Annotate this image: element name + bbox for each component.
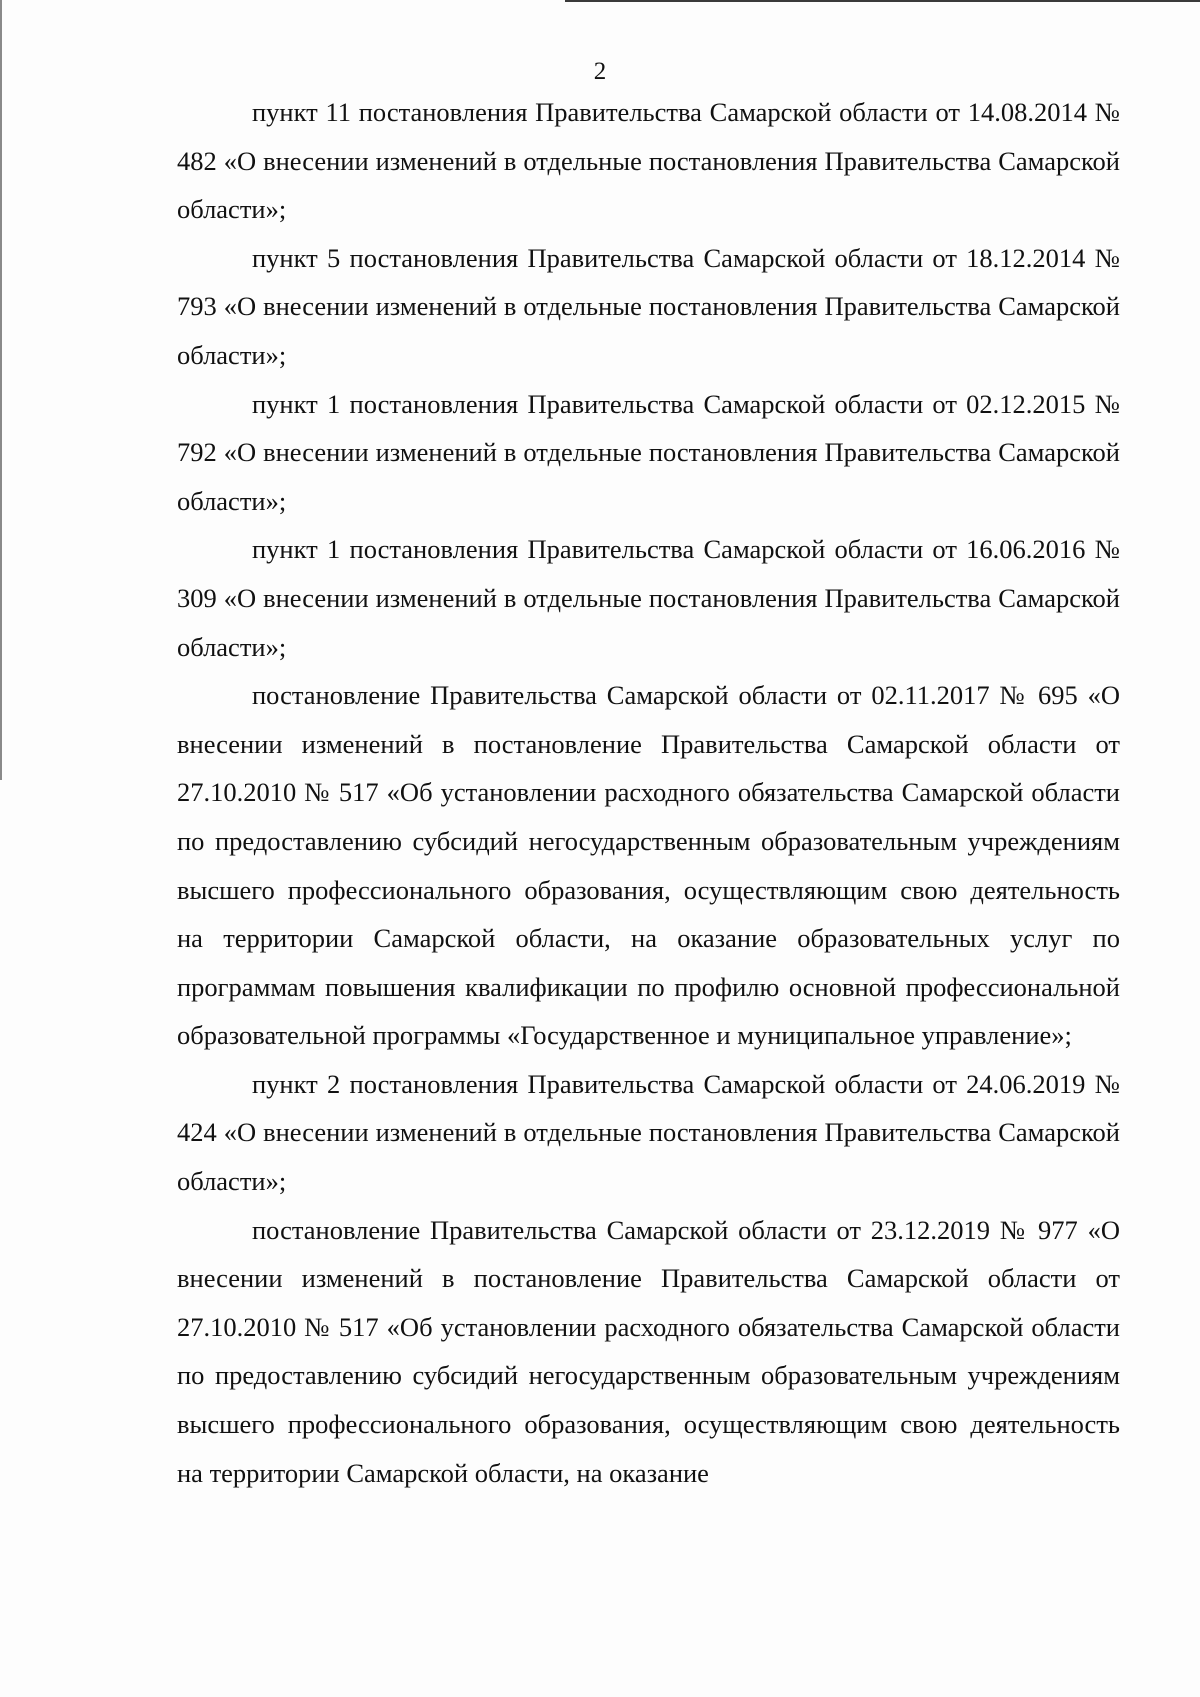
paragraph-item: пункт 2 постановления Правительства Самарской области от 24.06.2019 № 424 «О внесении изменений в отдельные постановления Правительства Самарской области»; <box>177 1068 1120 1197</box>
paragraph-item: постановление Правительства Самарской области от 02.11.2017 № 695 «О внесении изменений в постановление Правительства Самарской области от 27.10.2010 № 517 «Об установлении расходного обязательства Самарской области по предоставлению субсидий негосударственным образовательным учреждениям высшего профессионального образования, осуществляющим свою деятельность на территории Самарской области, на оказание образовательных услуг по программам повышения квалификации по профилю основной профессиональной образовательной программы «Государственное и муниципальное управление»; <box>177 680 1120 1051</box>
scan-edge-top <box>565 0 1200 2</box>
paragraph-item: пункт 1 постановления Правительства Самарской области от 02.12.2015 № 792 «О внесении изменений в отдельные постановления Правительства Самарской области»; <box>177 388 1120 516</box>
paragraph-item: пункт 5 постановления Правительства Самарской области от 18.12.2014 № 793 «О внесении изменений в отдельные постановления Правительства Самарской области»; <box>177 242 1120 370</box>
document-body <box>177 88 1120 1497</box>
paragraph-item: постановление Правительства Самарской области от 23.12.2019 № 977 «О внесении изменений в постановление Правительства Самарской области от 27.10.2010 № 517 «Об установлении расходного обязательства Самарской области по предоставлению субсидий негосударственным образовательным учреждениям высшего профессионального образования, осуществляющим свою деятельность на территории Самарской области, на оказание <box>177 1214 1120 1488</box>
scan-edge-left <box>0 0 2 780</box>
page-number: 2 <box>593 58 607 85</box>
paragraph-item: пункт 11 постановления Правительства Самарской области от 14.08.2014 № 482 «О внесении изменений в отдельные постановления Правительства Самарской области»; <box>177 97 1120 225</box>
paragraph-item: пункт 1 постановления Правительства Самарской области от 16.06.2016 № 309 «О внесении изменений в отдельные постановления Правительства Самарской области»; <box>177 534 1120 662</box>
